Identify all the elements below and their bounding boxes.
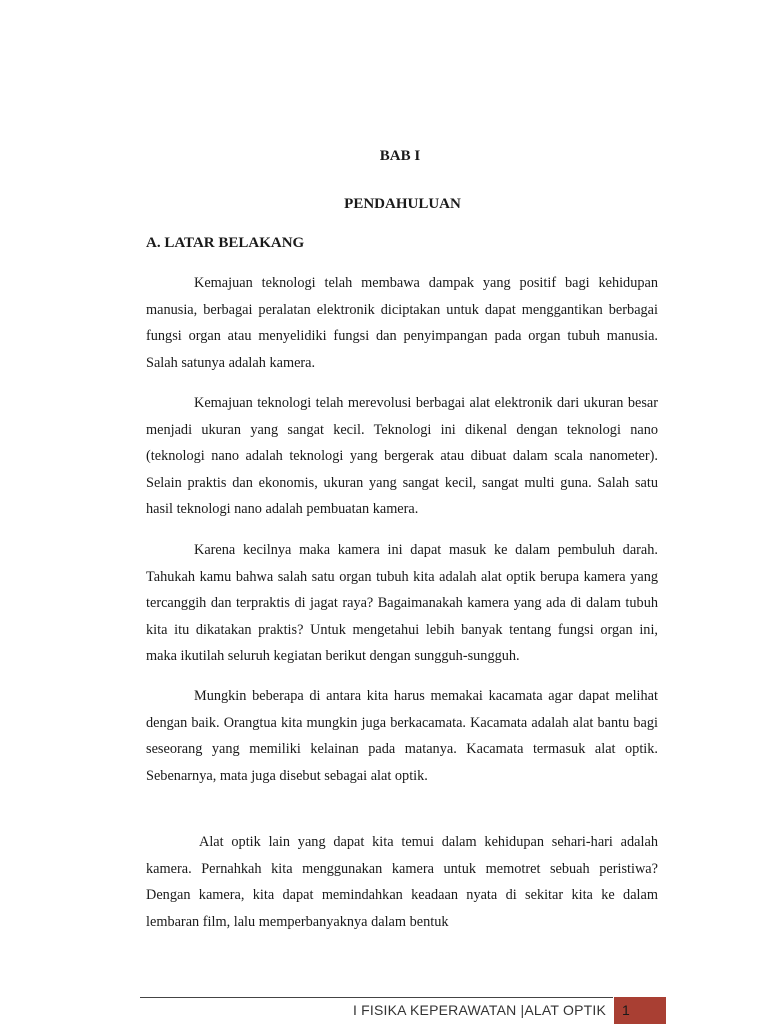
body-paragraph: Karena kecilnya maka kamera ini dapat masuk ke dalam pembuluh darah. Tahukah kamu bahwa salah satu organ tubuh kita adalah alat optik berupa kamera yang tercanggih dan terpraktis di jagat raya? Bagaimanakah kamera yang ada di dalam tubuh kita itu dikatakan praktis? Untuk mengetahui lebih banyak tentang fungsi organ ini, maka ikutilah seluruh kegiatan berikut dengan sungguh-sungguh.: [146, 542, 658, 665]
body-paragraph: Kemajuan teknologi telah membawa dampak yang positif bagi kehidupan manusia, berbagai peralatan elektronik diciptakan untuk dapat menggantikan berbagai fungsi organ atau menyelidiki fungsi dan penyimpangan pada organ tubuh manusia. Salah satunya adalah kamera.: [146, 275, 658, 371]
footer-divider: [140, 997, 613, 998]
body-paragraph: Kemajuan teknologi telah merevolusi berbagai alat elektronik dari ukuran besar menjadi ukuran yang sangat kecil. Teknologi ini dikenal dengan teknologi nano (teknologi nano adalah teknologi yang bergerak atau dibuat dalam scala nanometer). Selain praktis dan ekonomis, ukuran yang sangat kecil, sangat multi guna. Salah satu hasil teknologi nano adalah pembuatan kamera.: [146, 395, 658, 518]
section-heading: A. LATAR BELAKANG: [146, 235, 305, 251]
page-number-box: [614, 997, 666, 1024]
chapter-subtitle: PENDAHULUAN: [344, 196, 461, 212]
chapter-title: BAB I: [379, 148, 421, 164]
footer-title: I FISIKA KEPERAWATAN |ALAT OPTIK: [352, 1002, 606, 1018]
body-paragraph: Alat optik lain yang dapat kita temui dalam kehidupan sehari-hari adalah kamera. Pernahkah kita menggunakan kamera untuk memotret sebuah peristiwa? Dengan kamera, kita dapat memindahkan keadaan nyata di sekitar kita ke dalam lembaran film, lalu memperbanyaknya dalam bentuk: [146, 834, 658, 930]
body-paragraph: Mungkin beberapa di antara kita harus memakai kacamata agar dapat melihat dengan baik. Orangtua kita mungkin juga berkacamata. Kacamata adalah alat bantu bagi seseorang yang memiliki kelainan pada matanya. Kacamata termasuk alat optik. Sebenarnya, mata juga disebut sebagai alat optik.: [146, 688, 658, 784]
page-number: 1: [622, 1002, 630, 1018]
